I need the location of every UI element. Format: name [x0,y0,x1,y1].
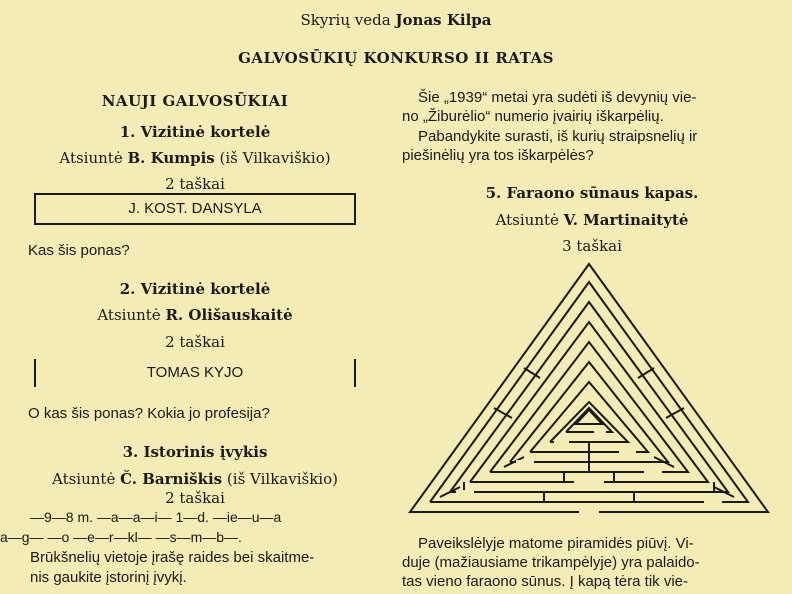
pyramid-text-3: tas vieno faraono sūnus. Į kapą tėra tik vie- [402,573,688,590]
pyramid-maze-image [404,258,774,520]
puzzle-3-line-1: —9—8 m. —a—a—i— 1—d. —ie—u—a [30,509,282,525]
puzzle-5-title: 5. Faraono sūnaus kapas. [485,184,699,202]
puzzle-2-sender: Atsiuntė R. Olišauskaitė [97,306,293,324]
puzzle-5-points: 3 taškai [562,237,622,255]
puzzle-1-question: Kas šis ponas? [28,242,130,259]
puzzle-1-points: 2 taškai [165,175,225,193]
intro-line-1: Šie „1939“ metai yra sudėti iš devynių vie- [418,89,697,106]
puzzle-2-title: 2. Vizitinė kortelė [119,280,271,298]
section-title: NAUJI GALVOSŪKIAI [101,92,289,110]
puzzle-2-question: O kas šis ponas? Kokia jo profesija? [28,405,270,422]
puzzle-2-points: 2 taškai [165,333,225,351]
puzzle-1-sender: Atsiuntė B. Kumpis (iš Vilkaviškio) [59,149,331,167]
puzzle-3-line-2: a—g— —o —e—r—kl— —s—m—b—. [0,529,242,545]
intro-line-4: piešinėlių yra tos iškarpėlės? [402,147,594,164]
editor-name: Jonas Kilpa [395,11,492,29]
contest-title: GALVOSŪKIŲ KONKURSO II RATAS [238,49,554,67]
editor-line [0,10,792,30]
puzzle-3-points: 2 taškai [165,489,225,507]
intro-line-3: Pabandykite surasti, iš kurių straipsnelių ir [418,128,698,145]
editor-prefix: Skyrių veda [300,11,391,29]
pyramid-text-1: Paveikslėlyje matome piramidės piūvį. Vi- [418,535,694,552]
puzzle-3-title: 3. Istorinis įvykis [122,443,268,461]
puzzle-3-instruction-1: Brūkšnelių vietoje įrašę raides bei skaitme- [30,549,315,566]
business-card-1: J. KOST. DANSYLA [34,193,356,225]
puzzle-3-instruction-2: nis gaukite įstorinį įvykį. [30,569,187,586]
puzzle-5-sender: Atsiuntė V. Martinaitytė [495,211,689,229]
business-card-2: TOMAS KYJO [34,359,356,387]
pyramid-text-2: duje (mažiausiame trikampėlyje) yra palaido- [402,554,700,571]
intro-line-2: no „Žiburėlio“ numerio įvairių iškarpėlių. [402,108,664,125]
puzzle-1-title: 1. Vizitinė kortelė [119,123,271,141]
puzzle-3-sender: Atsiuntė Č. Barniškis (iš Vilkaviškio) [52,470,338,488]
